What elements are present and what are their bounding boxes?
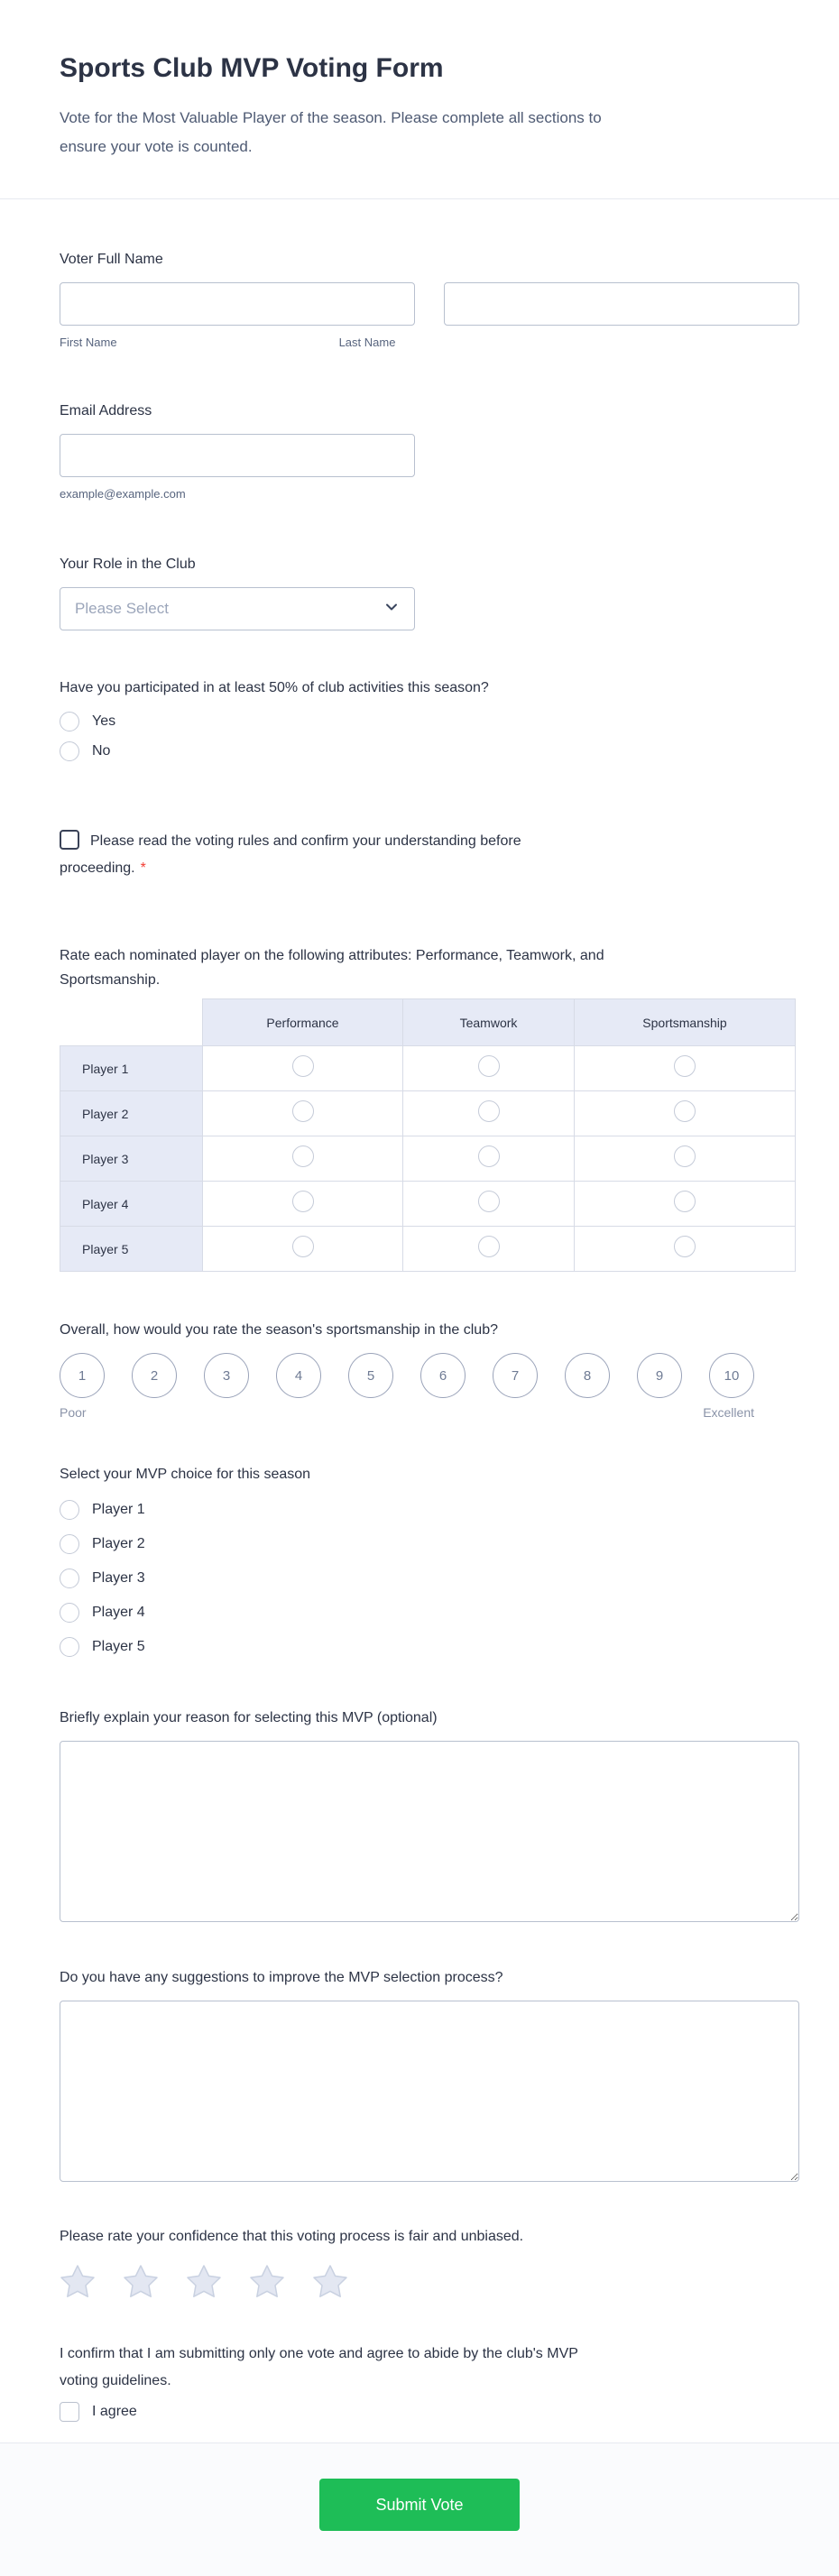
radio-icon[interactable] [60, 1637, 79, 1657]
form-header [0, 0, 839, 199]
participation-option-yes[interactable] [60, 712, 799, 731]
star-icon[interactable] [312, 2264, 348, 2298]
final-consent-text [60, 2341, 799, 2395]
agree-option[interactable] [60, 2402, 799, 2422]
scale-option-2[interactable]: 2 [132, 1353, 177, 1398]
radio-icon[interactable] [60, 1534, 79, 1554]
scale-option-7[interactable]: 7 [493, 1353, 538, 1398]
matrix-cell[interactable] [575, 1046, 796, 1091]
first-name-sublabel: First Name [60, 336, 117, 349]
radio-icon[interactable] [292, 1145, 314, 1167]
scale-options [60, 1353, 799, 1398]
radio-icon[interactable] [292, 1236, 314, 1257]
full-name-sublabels [60, 336, 799, 349]
matrix-row-player-3 [60, 1136, 796, 1182]
full-name-inputs [60, 282, 799, 326]
agree-label: I agree [92, 2404, 137, 2419]
scale-option-5[interactable]: 5 [348, 1353, 393, 1398]
confidence-star-rating [60, 2264, 799, 2298]
mvp-option-player-4[interactable] [60, 1603, 799, 1623]
scale-option-6[interactable]: 6 [420, 1353, 466, 1398]
participation-options [60, 712, 799, 761]
reason-label: Briefly explain your reason for selecting this MVP (optional) [60, 1710, 438, 1725]
scale-option-1[interactable]: 1 [60, 1353, 105, 1398]
radio-icon[interactable] [60, 741, 79, 761]
email-input[interactable] [60, 434, 415, 477]
matrix-cell[interactable] [575, 1227, 796, 1272]
matrix-row-header: Player 2 [60, 1091, 203, 1136]
matrix-cell[interactable] [403, 1136, 575, 1182]
star-icon[interactable] [249, 2264, 285, 2298]
matrix-label [60, 943, 799, 992]
rating-matrix-table [60, 998, 796, 1272]
matrix-column-header: Teamwork [403, 999, 575, 1046]
mvp-choice-options [60, 1500, 799, 1657]
participation-option-no[interactable] [60, 741, 799, 761]
participation-label: Have you participated in at least 50% of club activities this season? [60, 680, 489, 695]
mvp-choice-label: Select your MVP choice for this season [60, 1467, 311, 1482]
star-icon[interactable] [60, 2264, 96, 2298]
rules-consent-checkbox[interactable] [60, 830, 79, 850]
rules-consent-text-line: Please read the voting rules and confirm your understanding before [90, 833, 521, 849]
radio-icon[interactable] [60, 1569, 79, 1588]
scale-minmax-labels [60, 1405, 754, 1420]
matrix-cell[interactable] [203, 1091, 403, 1136]
radio-icon[interactable] [292, 1055, 314, 1077]
suggestions-label: Do you have any suggestions to improve the MVP selection process? [60, 1970, 503, 1985]
matrix-column-header: Performance [203, 999, 403, 1046]
matrix-label-line: Rate each nominated player on the following attributes: Performance, Teamwork, and [60, 948, 604, 963]
role-select-placeholder: Please Select [75, 600, 169, 617]
form-subtitle-line: ensure your vote is counted. [60, 138, 253, 155]
matrix-row-player-4 [60, 1182, 796, 1227]
radio-icon[interactable] [674, 1236, 696, 1257]
matrix-cell[interactable] [403, 1046, 575, 1091]
rules-consent-text-line: proceeding. [60, 860, 135, 876]
first-name-input[interactable] [60, 282, 415, 326]
option-label: Yes [92, 713, 116, 729]
rules-consent-field [60, 828, 799, 882]
confidence-label: Please rate your confidence that this voting process is fair and unbiased. [60, 2229, 524, 2244]
email-label: Email Address [60, 403, 152, 419]
suggestions-textarea[interactable] [60, 2001, 799, 2182]
form-footer [0, 2443, 839, 2576]
role-label: Your Role in the Club [60, 557, 196, 572]
final-consent-text-line: I confirm that I am submitting only one vote and agree to abide by the club's MVP [60, 2346, 578, 2361]
submit-vote-button[interactable]: Submit Vote [319, 2479, 520, 2531]
matrix-row-header: Player 4 [60, 1182, 203, 1227]
radio-icon[interactable] [674, 1145, 696, 1167]
matrix-row-player-2 [60, 1091, 796, 1136]
radio-icon[interactable] [478, 1145, 500, 1167]
scale-option-4[interactable]: 4 [276, 1353, 321, 1398]
email-sublabel: example@example.com [60, 487, 186, 501]
scale-option-9[interactable]: 9 [637, 1353, 682, 1398]
matrix-cell[interactable] [575, 1091, 796, 1136]
required-asterisk: * [140, 860, 146, 876]
header-divider [0, 198, 839, 199]
radio-icon[interactable] [292, 1100, 314, 1122]
matrix-corner-cell [60, 999, 203, 1046]
reason-textarea[interactable] [60, 1741, 799, 1922]
radio-icon[interactable] [60, 1603, 79, 1623]
matrix-cell[interactable] [203, 1182, 403, 1227]
matrix-cell[interactable] [403, 1182, 575, 1227]
form-subtitle [60, 104, 799, 161]
full-name-label: Voter Full Name [60, 252, 163, 267]
matrix-cell[interactable] [575, 1136, 796, 1182]
radio-icon[interactable] [478, 1055, 500, 1077]
matrix-cell[interactable] [203, 1227, 403, 1272]
matrix-cell[interactable] [403, 1227, 575, 1272]
role-select[interactable] [60, 587, 415, 630]
scale-option-8[interactable]: 8 [565, 1353, 610, 1398]
scale-max-label: Excellent [703, 1405, 754, 1420]
mvp-option-player-2[interactable] [60, 1534, 799, 1554]
matrix-cell[interactable] [403, 1091, 575, 1136]
radio-icon[interactable] [60, 712, 79, 731]
option-label: Player 1 [92, 1502, 145, 1517]
last-name-sublabel: Last Name [338, 336, 396, 349]
radio-icon[interactable] [674, 1055, 696, 1077]
mvp-option-player-1[interactable] [60, 1500, 799, 1520]
option-label: Player 5 [92, 1639, 145, 1654]
final-consent-text-line: voting guidelines. [60, 2373, 171, 2388]
scale-option-10[interactable]: 10 [709, 1353, 754, 1398]
page-title: Sports Club MVP Voting Form [60, 53, 444, 83]
chevron-down-icon [383, 600, 400, 619]
last-name-input[interactable] [444, 282, 799, 326]
radio-icon[interactable] [674, 1100, 696, 1122]
radio-icon[interactable] [478, 1100, 500, 1122]
option-label: Player 2 [92, 1536, 145, 1551]
star-icon[interactable] [186, 2264, 222, 2298]
option-label: Player 3 [92, 1570, 145, 1586]
form-subtitle-line: Vote for the Most Valuable Player of the season. Please complete all sections to [60, 109, 602, 126]
matrix-header-row [60, 999, 796, 1046]
matrix-cell[interactable] [203, 1046, 403, 1091]
option-label: Player 4 [92, 1605, 145, 1620]
mvp-option-player-5[interactable] [60, 1637, 799, 1657]
scale-label: Overall, how would you rate the season's sportsmanship in the club? [60, 1322, 498, 1338]
matrix-row-player-1 [60, 1046, 796, 1091]
matrix-cell[interactable] [203, 1136, 403, 1182]
radio-icon[interactable] [674, 1191, 696, 1212]
agree-checkbox[interactable] [60, 2402, 79, 2422]
radio-icon[interactable] [60, 1500, 79, 1520]
matrix-cell[interactable] [575, 1182, 796, 1227]
radio-icon[interactable] [478, 1236, 500, 1257]
matrix-row-player-5 [60, 1227, 796, 1272]
matrix-row-header: Player 1 [60, 1046, 203, 1091]
mvp-option-player-3[interactable] [60, 1569, 799, 1588]
matrix-label-line: Sportsmanship. [60, 972, 161, 988]
form-body [0, 251, 839, 2422]
radio-icon[interactable] [478, 1191, 500, 1212]
matrix-row-header: Player 5 [60, 1227, 203, 1272]
matrix-row-header: Player 3 [60, 1136, 203, 1182]
option-label: No [92, 743, 111, 759]
scale-option-3[interactable]: 3 [204, 1353, 249, 1398]
scale-min-label: Poor [60, 1405, 87, 1420]
matrix-column-header: Sportsmanship [575, 999, 796, 1046]
radio-icon[interactable] [292, 1191, 314, 1212]
star-icon[interactable] [123, 2264, 159, 2298]
